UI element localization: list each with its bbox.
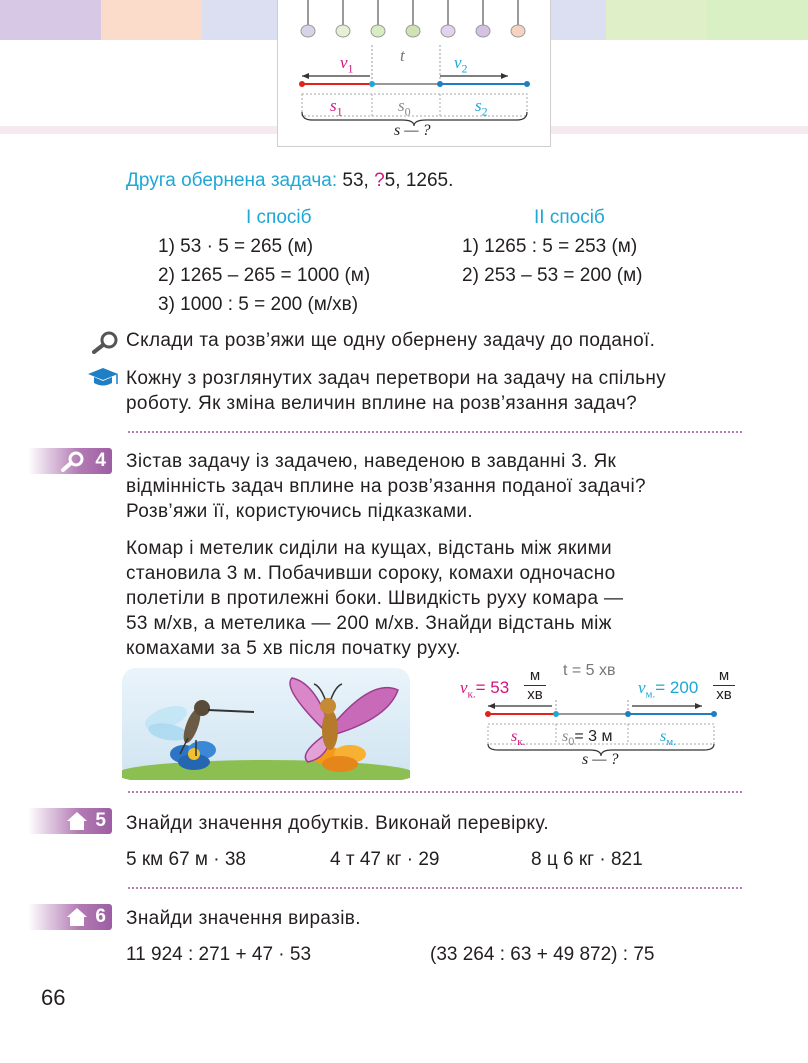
label-t: t [400,46,405,65]
divider [128,791,742,793]
page-number: 66 [41,985,66,1010]
unit-vk: м хв [524,667,546,704]
home-icon [66,906,88,928]
task4-intro-line3: Розв’яжи її, користуючись підказками. [126,501,474,522]
task4-problem-line5: комахами за 5 хв після початку руху. [126,638,461,659]
magnifier-icon [90,330,120,354]
inverse-problem-label: Друга обернена задача: [126,170,338,191]
task-number-4-tag: 4 [28,448,112,474]
spiral-rings [301,0,525,37]
method1-step3: 3) 1000 : 5 = 200 (м/хв) [158,294,359,315]
label-v2: $v_2$ [454,53,468,76]
magnifier-icon [58,450,88,472]
method2-title: ІІ спосіб [534,207,605,228]
label-s1: $s_1$ [330,96,343,119]
inverse-problem-line: Друга обернена задача: 53, ?5, 1265. [126,170,454,191]
insects-illustration [122,668,410,780]
task5-text: Знайди значення добутків. Виконай перевірку. [126,813,550,834]
label-s2: $s_2$ [475,96,488,119]
task4-intro-line1: Зістав задачу із задачею, наведеною в завданні 3. Як [126,451,617,472]
method2-step1: 1) 1265 : 5 = 253 (м) [462,236,638,257]
graduation-cap-icon [86,366,120,390]
method1-step2: 2) 1265 – 265 = 1000 (м) [158,265,371,286]
tip-make-problem: Склади та розв’яжи ще одну обернену задачу до поданої. [126,330,656,351]
task4-problem-line3: полетіли в протилежні боки. Швидкість руху комара — [126,588,624,609]
task6-item2: (33 264 : 63 + 49 872) : 75 [430,944,655,965]
label-t-5: t = 5 хв [563,662,616,679]
divider [128,887,742,889]
task-number-5-tag: 5 [28,808,112,834]
task4-problem-line1: Комар і метелик сиділи на кущах, відстань між якими [126,538,612,559]
label-s0-3m: $s_0= 3$ м [562,728,613,749]
task4-problem-line4: 53 м/хв, а метелика — 200 м/хв. Знайди відстань між [126,613,612,634]
method1-title: І спосіб [246,207,312,228]
label-sk: $s_{к.}$ [511,728,526,749]
task5-item2: 4 т 47 кг · 29 [330,849,440,870]
task6-item1: 11 924 : 271 + 47 · 53 [126,944,312,965]
unknown-value: ? [374,170,385,191]
label-sm: $s_{м.}$ [660,728,676,749]
tip-joint-work-line1: Кожну з розглянутих задач перетвори на задачу на спільну [126,368,667,389]
method2-step2: 2) 253 – 53 = 200 (м) [462,265,643,286]
task6-text: Знайди значення виразів. [126,908,361,929]
label-vk: $v_{к.}= 53$ [460,678,510,701]
label-v1: $v_1$ [340,53,354,76]
home-icon [66,810,88,832]
task5-item1: 5 км 67 м · 38 [126,849,246,870]
label-s-question-task4: s — ? [582,751,619,768]
divider [128,431,742,433]
label-s-question: s — ? [394,122,431,139]
notepad-card [277,0,551,147]
task-number-6-tag: 6 [28,904,112,930]
unit-vm: м хв [713,667,735,704]
label-s0: $s_0$ [398,96,411,119]
task4-intro-line2: відмінність задач вплине на розв’язання поданої задачі? [126,476,646,497]
task4-problem-line2: становила 3 м. Побачивши сороку, комахи одночасно [126,563,616,584]
method1-step1: 1) 53 · 5 = 265 (м) [158,236,314,257]
label-vm: $v_{м.}= 200$ [638,678,699,701]
task5-item3: 8 ц 6 кг · 821 [531,849,643,870]
tip-joint-work-line2: роботу. Як зміна величин вплине на розв’язання задач? [126,393,638,414]
